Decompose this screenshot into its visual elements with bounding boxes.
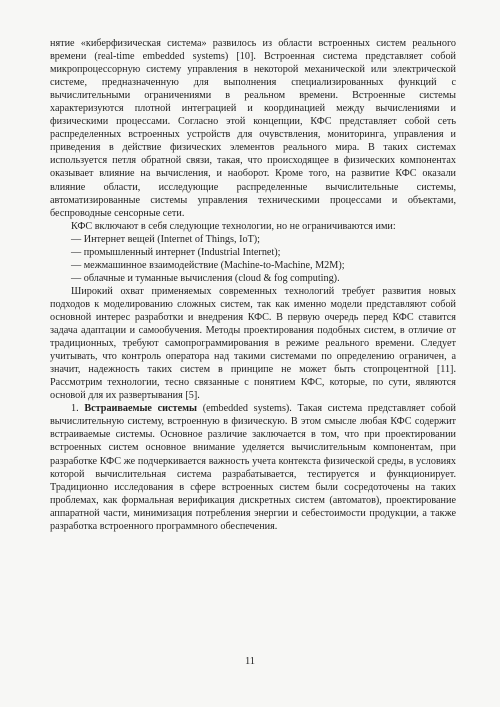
page-body bbox=[50, 37, 456, 533]
list-item: — облачные и туманные вычисления (cloud & fog computing). bbox=[71, 272, 340, 284]
page-number: 11 bbox=[244, 656, 256, 667]
list-number: 1. bbox=[71, 403, 79, 415]
list-item: — промышленный интернет (Industrial Internet); bbox=[71, 246, 281, 258]
bold-term: Встраиваемые системы bbox=[84, 403, 197, 415]
list-item: — межмашинное взаимодействие (Machine-to-Machine, M2M); bbox=[71, 259, 345, 271]
paragraph-text: (embedded systems). Такая система представляет собой вычислительную систему, встроенную в физическую. В этом смысле любая КФС содержит встраиваемые системы. Основное различие заключается в том, что при проектировании встроенных систем основное внимание уделяется вычислительным компонентам, при разработке КФС же подчеркивается важность учета контекста физической среды, в условиях которой вычислительная система разрабатывается, тестируется и функционирует. Традиционно исследования в сфере встроенных систем были сосредоточены на таких проблемах, как формальная верификация дискретных систем (автоматов), проектирование аппаратной части, минимизация потребления энергии и себестоимости продукции, а также разработка встроенного программного обеспечения. bbox=[50, 403, 456, 532]
paragraph: КФС включают в себя следующие технологии, но не ограничиваются ими: bbox=[71, 220, 396, 232]
paragraph: Широкий охват применяемых современных технологий требует развития новых подходов к моделированию сложных систем, так как именно модели представляют собой основной интерес разработки и внедрения КФС. В первую очередь перед КФС ставится задача адаптации и самообучения. Методы проектирования подобных систем, в отличие от традиционных, требуют самопрограммирования в режиме реального времени. Следует учитывать, что контроль оператора над такими системами по определению ограничен, а значит, надежность таких систем в принципе не может быть стопроцентной [11]. Рассмотрим технологии, тесно связанные с понятием КФС, которые, по сути, являются основой для их развертывания [5]. bbox=[50, 285, 456, 402]
paragraph: нятие «киберфизическая система» развилось из области встроенных систем реального времени (real-time embedded systems) [10]. Встроенная система представляет собой микропроцессорную систему управления в некоторой механической или электрической системе, предназначенную для выполнения специализированных функций с вычислительными ограничениями в реальном времени. Встроенные системы характеризуются плотной интеграцией и координацией между вычислениями и физическими процессами. Согласно этой концепции, КФС представляет собой сеть распределенных встроенных устройств для очувствления, мониторинга, управления и приведения в действие физических элементов реального мира. В таких системах используется петля обратной связи, такая, что происходящее в физических компонентах оказывает влияние на вычисления, и наоборот. Кроме того, на развитие КФС оказали влияние области, исследующие распределенные вычислительные системы, автоматизированные системы управления техническими процессами и объектами, беспроводные сенсорные сети. bbox=[50, 38, 456, 219]
numbered-paragraph bbox=[50, 402, 456, 532]
list-item: — Интернет вещей (Internet of Things, IoT); bbox=[71, 233, 261, 245]
